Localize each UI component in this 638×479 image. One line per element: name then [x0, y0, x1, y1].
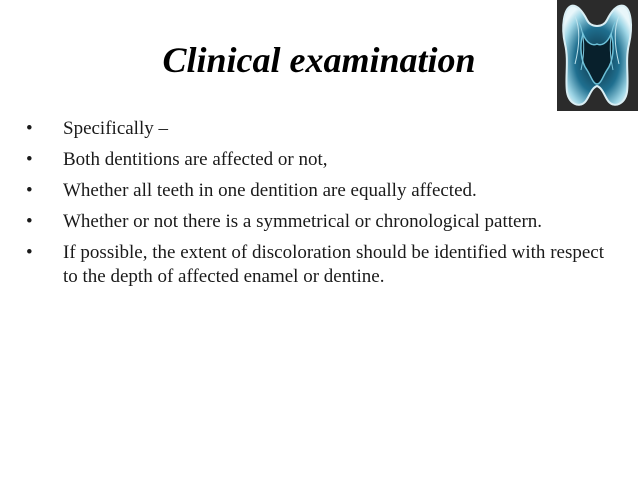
- bullet-text: Both dentitions are affected or not,: [63, 149, 328, 170]
- bullet-marker: •: [26, 118, 33, 139]
- bullet-marker: •: [26, 180, 33, 201]
- list-item: [24, 117, 604, 141]
- bullet-text: If possible, the extent of discoloration should be identified with respect to the depth of affected enamel or dentine.: [63, 242, 604, 287]
- list-item: [24, 241, 604, 289]
- bullet-list: [24, 117, 604, 296]
- bullet-text: Specifically –: [63, 118, 168, 139]
- list-item: [24, 148, 604, 172]
- list-item: [24, 179, 604, 203]
- bullet-marker: •: [26, 211, 33, 232]
- list-item: [24, 210, 604, 234]
- bullet-text: Whether or not there is a symmetrical or chronological pattern.: [63, 211, 543, 232]
- bullet-marker: •: [26, 242, 33, 263]
- slide-title: Clinical examination: [162, 40, 476, 80]
- bullet-marker: •: [26, 149, 33, 170]
- tooth-cross-section-icon: [557, 0, 638, 111]
- bullet-text: Whether all teeth in one dentition are equally affected.: [63, 180, 477, 201]
